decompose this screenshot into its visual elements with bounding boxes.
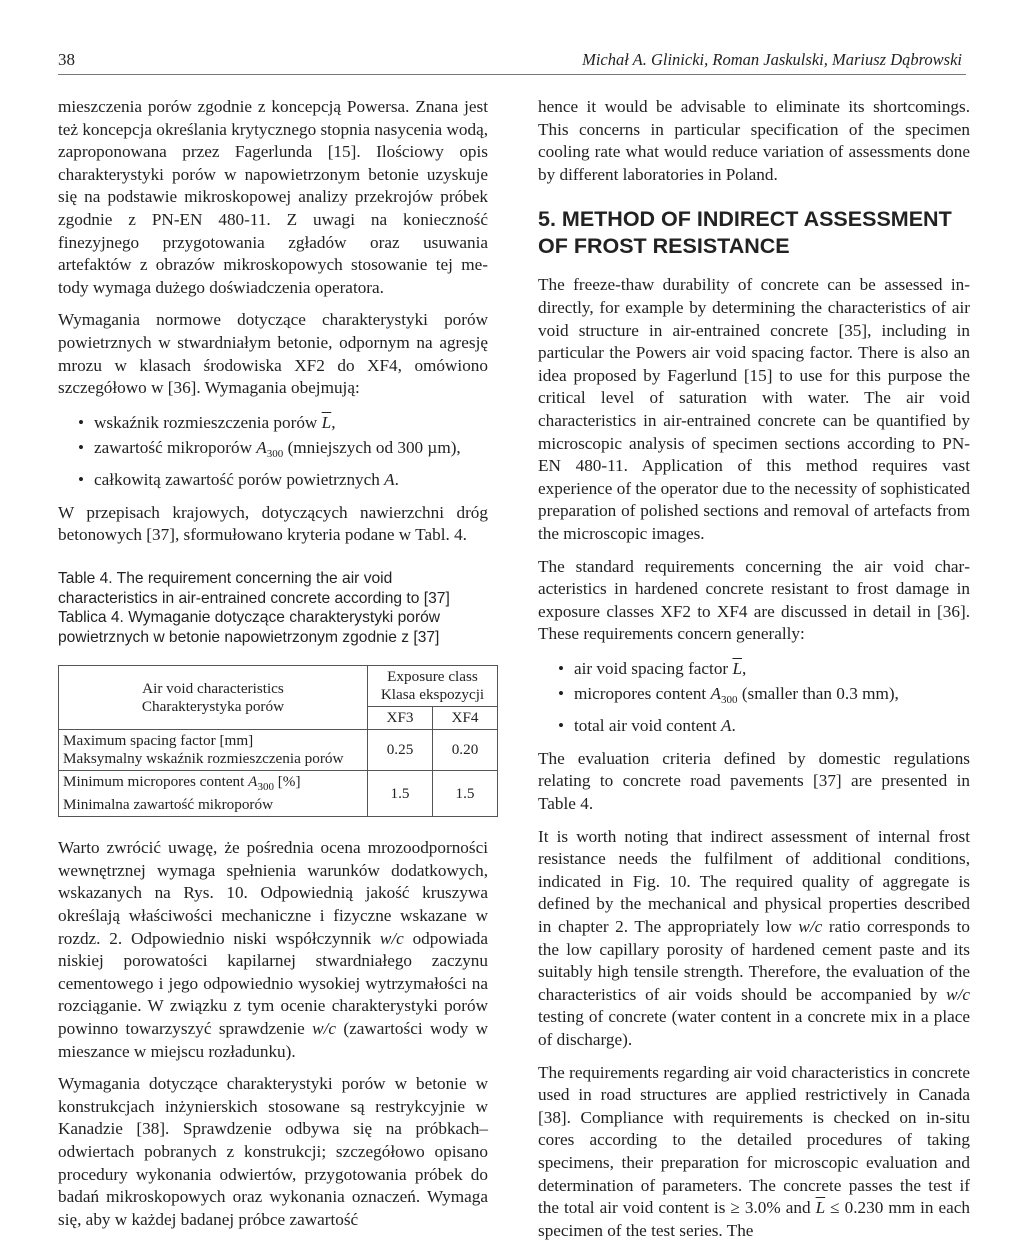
page-header	[58, 48, 966, 75]
text-run: ≤ 0.230 mm in each specimen of the test series. The	[538, 1198, 970, 1240]
list-item-text: ,	[742, 658, 747, 678]
label-text: Minimum micropores content	[63, 773, 249, 791]
text-run: odpowiada niskiej porowatości kapilarnej stwardniałego zaczynu cementowego i jego odpowiednio wysokiej wytrzymałości na rozciąganie. W związku z tym ocenie charakterystyki porów powinno towarzyszyć sprawdzenie	[58, 928, 488, 1039]
list-item-text: .	[731, 715, 736, 735]
header-text: Charakterystyka porów	[141, 697, 285, 715]
bullet-list	[538, 656, 970, 738]
right-column	[538, 96, 970, 1252]
table-cell: 1.5	[433, 771, 498, 817]
table-row	[59, 730, 498, 771]
subscript: 300	[257, 781, 274, 794]
column-header-xf4: XF4	[433, 707, 498, 730]
symbol: w/c	[946, 984, 970, 1004]
row-label	[59, 730, 368, 771]
row-label-english	[63, 773, 363, 796]
requirements-table	[58, 665, 498, 817]
paragraph: The standard requirements concerning the air void characteristics in hardened concrete resistant to frost damage in exposure classes XF2 to XF4 are discussed in detail in [36]. These requirements concern generally:	[538, 556, 970, 644]
bullet-list	[58, 410, 488, 492]
header-text: Air void characteristics	[142, 679, 284, 697]
left-column	[58, 96, 488, 1241]
list-item-text: air void spacing factor	[574, 658, 733, 678]
symbol: A	[710, 683, 722, 703]
symbol: w/c	[379, 928, 404, 948]
section-heading: 5. METHOD OF INDIRECT ASSESSMENT OF FROST RESISTANCE	[538, 207, 952, 259]
column-header-xf3: XF3	[368, 707, 433, 730]
table-row	[59, 771, 498, 817]
list-item-text: ,	[331, 412, 336, 432]
caption-english: Table 4. The requirement concerning the air void characteristics in air-entrained concrete according to [37]	[58, 569, 450, 607]
subscript: 300	[266, 447, 284, 460]
text-run: (zawartości wody w mieszance w miejscu rozładunku).	[58, 1019, 488, 1061]
table-cell: 1.5	[368, 771, 433, 817]
text-run: Warto zwrócić uwagę, że pośrednia ocena mrozoodporności wewnętrznej wymaga spełnienia warunków dodatkowych, wskazanych na Rys. 10. Odpowiednią jakość kruszywa określają właściwości mechaniczne i fizyczne wskazane w rozdz. 2. Odpowiednio niski współczynnik	[58, 838, 488, 948]
symbol: A	[721, 715, 732, 735]
list-item	[558, 656, 970, 681]
symbol: w/c	[798, 917, 823, 937]
paragraph: The evaluation criteria defined by domestic regulations relating to concrete road pavements [37] are presented in Table 4.	[538, 748, 970, 814]
list-item-text: micropores content	[574, 683, 711, 703]
row-label	[59, 771, 368, 817]
spacing-factor-symbol: $\overline{L}$	[815, 1198, 826, 1218]
header-text: Exposure class	[387, 668, 478, 686]
paragraph: The freeze-thaw durability of concrete can be assessed indirectly, for example by determining the characteristics of air void structure in air-entrained concrete [35], including in particular the Powers air void spacing factor. There is also an idea proposed by Fagerlund [15] to use for this purpose the critical level of saturation with water. The air void characteristics in air-entrained concrete can be quantified by microscopic analysis of specimen sections according to PN-EN 480-11. Application of this method requires vast experience of the operator due to the necessity of sophisticated preparation of polished sections and removal of artefacts from the microscopic images.	[538, 275, 970, 543]
running-head-authors: Michał A. Glinicki, Roman Jaskulski, Mariusz Dąbrowski	[582, 50, 962, 69]
list-item-text: .	[394, 469, 399, 489]
list-item-text: total air void content	[574, 715, 722, 735]
row-label-english: Maximum spacing factor [mm]	[63, 732, 254, 750]
header-text: Klasa ekspozycji	[380, 686, 485, 704]
column-header-characteristics	[59, 666, 368, 730]
paragraph	[538, 826, 970, 1052]
paragraph	[58, 837, 488, 1063]
symbol: A	[248, 773, 258, 791]
list-item-text: wskaźnik rozmieszczenia porów	[94, 412, 322, 432]
table-caption	[58, 569, 488, 647]
caption-polish: Tablica 4. Wymaganie dotyczące charakterystyki porów powietrznych w betonie napowietrzonym zgodnie z [37]	[58, 609, 441, 646]
text-run: ratio corresponds to the low capillary porosity of hardened cement paste and its suitably high tensile strength. Therefore, the evaluation of the characteristics of air voids should be accompanied by	[538, 917, 970, 1004]
symbol: A	[256, 437, 267, 457]
symbol: w/c	[312, 1019, 336, 1039]
table-cell: 0.25	[368, 730, 433, 771]
paragraph: mieszczenia porów zgodnie z koncepcją Powersa. Znana jest też koncepcja określania krytycznego stopnia nasycenia wodą, zaproponowana przez Fagerlunda [15]. Ilościowy opis charakterystyki porów w napowietrzonym betonie uzyskuje się na podstawie mikroskopowej analizy przekrojów próbek zgodnie z PN-EN 480-11. Z uwagi na konieczność finezyjnego przygotowania zgładów oraz usuwania artefaktów z obrazów mikroskopowych stosowanie tej metody wymaga dużego doświadczenia operatora.	[58, 97, 488, 297]
list-item-text: (mniejszych od 300 µm),	[283, 437, 461, 457]
text-run: It is worth noting that indirect assessment of internal frost resistance needs the fulfilment of additional conditions, indicated in Fig. 10. The required quality of aggregate is defined by the mechanical and physical properties described in chapter 2. The appropriately low	[538, 826, 970, 937]
spacing-factor-symbol: $\overline{L}$	[321, 412, 332, 432]
page-number: 38	[58, 50, 75, 69]
row-label-polish: Minimalna zawartość mikroporów	[63, 796, 274, 814]
column-header-exposure	[368, 666, 498, 707]
list-item	[78, 467, 488, 492]
text-run: testing of concrete (water content in a concrete mix in a place of discharge).	[538, 1007, 970, 1049]
paragraph: Wymagania normowe dotyczące charakterystyki porów powietrznych w stwardniałym betonie, odpornym na agresję mrozu w klasach środowiska XF2 do XF4, omówiono szczegółowo w [36]. Wymagania obejmują:	[58, 310, 488, 398]
paragraph: hence it would be advisable to eliminate its shortcomings. This concerns in particular specification of the specimen cooling rate what would reduce variation of assessments done by different laboratories in Poland.	[538, 97, 970, 184]
paragraph	[538, 1062, 970, 1243]
spacing-factor-symbol: $\overline{L}$	[732, 658, 743, 678]
list-item-text: zawartość mikroporów	[94, 437, 257, 457]
list-item	[558, 713, 970, 738]
table-cell: 0.20	[433, 730, 498, 771]
paragraph: W przepisach krajowych, dotyczących nawierzchni dróg betonowych [37], sformułowano kryteria podane w Tabl. 4.	[58, 502, 488, 545]
paragraph: Wymagania dotyczące charakterystyki porów w betonie w konstrukcjach inżynierskich stosowane są restrykcyjnie w Kanadzie [38]. Sprawdzenie odbywa się na próbkach–odwiertach pobranych z konstrukcji; szczegółowo opisano procedury wykonania odwiertów, przygotowania próbek do badań mikroskopowych oraz wykonania oznaczeń. Wymaga się, aby w każdej badanej próbce zawartość	[58, 1074, 488, 1229]
table-header-row	[59, 666, 498, 707]
list-item	[558, 681, 970, 713]
subscript: 300	[721, 693, 738, 706]
symbol: A	[384, 469, 395, 489]
label-text: [%]	[273, 773, 301, 791]
list-item-text: całkowitą zawartość porów powietrznych	[94, 469, 385, 489]
text-run: The requirements regarding air void characteristics in concrete used in road structures are applied restrictively in Canada [38]. Compliance with requirements is checked on in-situ cores according to the detailed procedures of taking specimens, their preparation for microscopic evaluation and determination of parameters. The concrete passes the test if the total air void content is ≥ 3.0% and	[538, 1062, 970, 1218]
list-item-text: (smaller than 0.3 mm),	[737, 683, 899, 703]
row-label-polish: Maksymalny wskaźnik rozmieszczenia porów	[63, 750, 344, 768]
list-item	[78, 435, 488, 467]
list-item	[78, 410, 488, 435]
